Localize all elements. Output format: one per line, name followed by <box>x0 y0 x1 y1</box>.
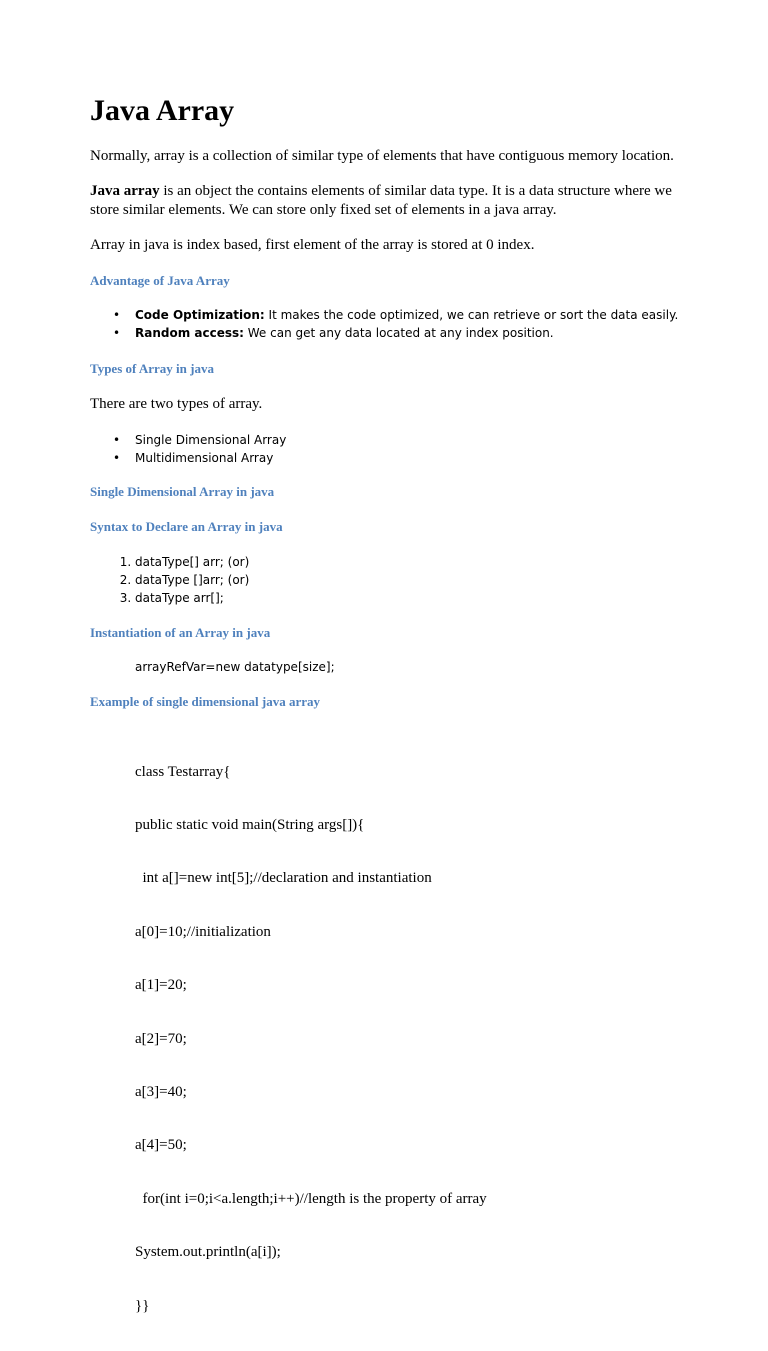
code-line: a[3]=40; <box>135 1083 187 1100</box>
syntax-heading: Syntax to Declare an Array in java <box>90 519 283 534</box>
advantage-text: We can get any data located at any index position. <box>243 326 554 340</box>
code-line: a[2]=70; <box>135 1030 187 1047</box>
java-array-term: Java array <box>90 183 160 199</box>
intro-paragraph: Normally, array is a collection of similar type of elements that have contiguous memory location. <box>90 148 674 164</box>
list-item <box>135 306 678 324</box>
types-intro: There are two types of array. <box>90 396 263 412</box>
code-line: a[0]=10;//initialization <box>135 923 271 940</box>
list-item: • Multidimensional Array <box>135 449 286 467</box>
list-item: • Single Dimensional Array <box>135 431 286 449</box>
page-title: Java Array <box>90 94 235 127</box>
code-line: }} <box>135 1297 150 1314</box>
example-heading: Example of single dimensional java array <box>90 694 321 709</box>
code-line: for(int i=0;i<a.length;i++)//length is the property of array <box>135 1190 487 1207</box>
syntax-list <box>90 553 249 607</box>
code-line: a[1]=20; <box>135 977 187 994</box>
example-code-block <box>135 728 487 1351</box>
advantage-label: Code Optimization: <box>135 308 265 322</box>
advantage-text: It makes the code optimized, we can retrieve or sort the data easily. <box>264 308 679 322</box>
code-line: System.out.println(a[i]); <box>135 1244 281 1261</box>
single-dimensional-heading: Single Dimensional Array in java <box>90 484 275 499</box>
java-array-definition: is an object the contains elements of similar data type. It is a data structure where we store similar elements. We can store only fixed set of elements in a java array. <box>90 183 672 218</box>
instantiation-code: arrayRefVar=new datatype[size]; <box>135 660 335 674</box>
list-item: 3. dataType arr[]; <box>135 589 249 607</box>
list-item: 1. dataType[] arr; (or) <box>135 553 249 571</box>
java-array-paragraph <box>90 182 690 220</box>
code-line: a[4]=50; <box>135 1137 187 1154</box>
types-heading: Types of Array in java <box>90 361 214 376</box>
advantage-list <box>90 306 678 342</box>
index-paragraph: Array in java is index based, first element of the array is stored at 0 index. <box>90 237 535 253</box>
list-item <box>135 324 678 342</box>
advantage-heading: Advantage of Java Array <box>90 273 230 288</box>
code-line: class Testarray{ <box>135 763 231 780</box>
instantiation-heading: Instantiation of an Array in java <box>90 625 271 640</box>
code-line: public static void main(String args[]){ <box>135 816 365 833</box>
code-line: int a[]=new int[5];//declaration and instantiation <box>135 870 432 887</box>
list-item: 2. dataType []arr; (or) <box>135 571 249 589</box>
advantage-label: Random access: <box>135 326 244 340</box>
types-list <box>90 431 286 467</box>
